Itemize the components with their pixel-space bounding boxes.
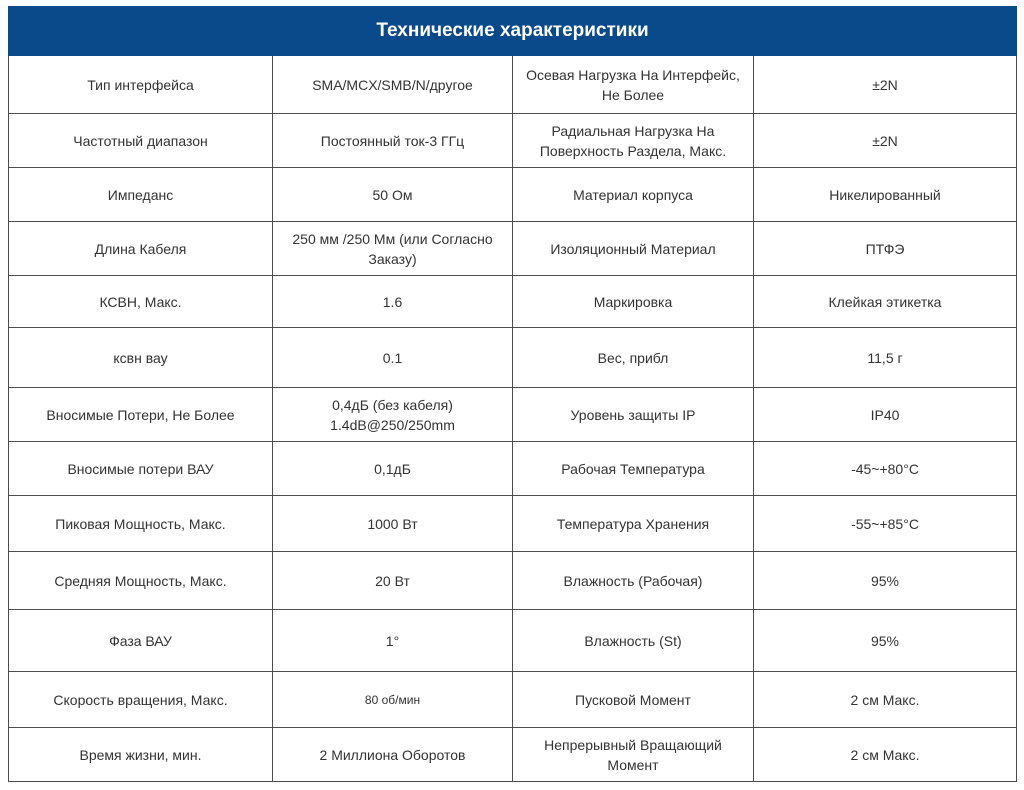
spec-value: -45~+80°C	[754, 442, 1017, 496]
table-row	[9, 114, 1017, 168]
spec-value: Никелированный	[754, 168, 1017, 222]
spec-value: 50 Ом	[273, 168, 513, 222]
spec-value: 0,4дБ (без кабеля) 1.4dB@250/250mm	[273, 388, 513, 442]
spec-name: Скорость вращения, Макс.	[9, 672, 273, 728]
table-row	[9, 610, 1017, 672]
table-row	[9, 496, 1017, 552]
spec-name: Уровень защиты IP	[513, 388, 754, 442]
spec-name: Длина Кабеля	[9, 222, 273, 276]
spec-value: ±2N	[754, 114, 1017, 168]
spec-name: Изоляционный Материал	[513, 222, 754, 276]
spec-name: Пусковой Момент	[513, 672, 754, 728]
spec-name: Средняя Мощность, Макс.	[9, 552, 273, 610]
spec-value: 2 Миллиона Оборотов	[273, 728, 513, 782]
spec-name: Фаза ВАУ	[9, 610, 273, 672]
table-row	[9, 552, 1017, 610]
spec-name: Импеданс	[9, 168, 273, 222]
spec-value: 95%	[754, 610, 1017, 672]
table-row	[9, 56, 1017, 114]
spec-value: 1000 Вт	[273, 496, 513, 552]
spec-value: 1°	[273, 610, 513, 672]
spec-name: Температура Хранения	[513, 496, 754, 552]
spec-value: 95%	[754, 552, 1017, 610]
spec-value: 0.1	[273, 328, 513, 388]
table-row	[9, 442, 1017, 496]
table-title: Технические характеристики	[9, 7, 1017, 56]
spec-name: Влажность (Рабочая)	[513, 552, 754, 610]
spec-value: ПТФЭ	[754, 222, 1017, 276]
specifications-table	[8, 6, 1017, 782]
spec-value: 0,1дБ	[273, 442, 513, 496]
spec-name: Рабочая Температура	[513, 442, 754, 496]
spec-value: 250 мм /250 Мм (или Согласно Заказу)	[273, 222, 513, 276]
spec-value: 1.6	[273, 276, 513, 328]
spec-value: 2 см Макс.	[754, 728, 1017, 782]
table-row	[9, 672, 1017, 728]
spec-name: Вносимые потери ВАУ	[9, 442, 273, 496]
spec-value: -55~+85°C	[754, 496, 1017, 552]
spec-name: КСВН, Макс.	[9, 276, 273, 328]
spec-value: 20 Вт	[273, 552, 513, 610]
spec-name: Вносимые Потери, Не Более	[9, 388, 273, 442]
spec-name: Материал корпуса	[513, 168, 754, 222]
spec-value: SMA/MCX/SMB/N/другое	[273, 56, 513, 114]
spec-name: Осевая Нагрузка На Интерфейс, Не Более	[513, 56, 754, 114]
spec-name: Пиковая Мощность, Макс.	[9, 496, 273, 552]
spec-value: Постоянный ток-3 ГГц	[273, 114, 513, 168]
spec-name: Влажность (St)	[513, 610, 754, 672]
spec-value: 80 об/мин	[273, 672, 513, 728]
spec-name: Радиальная Нагрузка На Поверхность Раздела, Макс.	[513, 114, 754, 168]
spec-name: Частотный диапазон	[9, 114, 273, 168]
spec-name: Вес, прибл	[513, 328, 754, 388]
table-row	[9, 728, 1017, 782]
spec-name: Непрерывный Вращающий Момент	[513, 728, 754, 782]
spec-value: Клейкая этикетка	[754, 276, 1017, 328]
spec-name: ксвн вау	[9, 328, 273, 388]
table-row	[9, 222, 1017, 276]
table-row	[9, 168, 1017, 222]
spec-value: IP40	[754, 388, 1017, 442]
spec-name: Время жизни, мин.	[9, 728, 273, 782]
spec-value: 2 см Макс.	[754, 672, 1017, 728]
spec-name: Тип интерфейса	[9, 56, 273, 114]
table-row	[9, 328, 1017, 388]
spec-name: Маркировка	[513, 276, 754, 328]
spec-value: ±2N	[754, 56, 1017, 114]
table-header-row	[9, 7, 1017, 56]
table-row	[9, 276, 1017, 328]
table-row	[9, 388, 1017, 442]
spec-value: 11,5 г	[754, 328, 1017, 388]
